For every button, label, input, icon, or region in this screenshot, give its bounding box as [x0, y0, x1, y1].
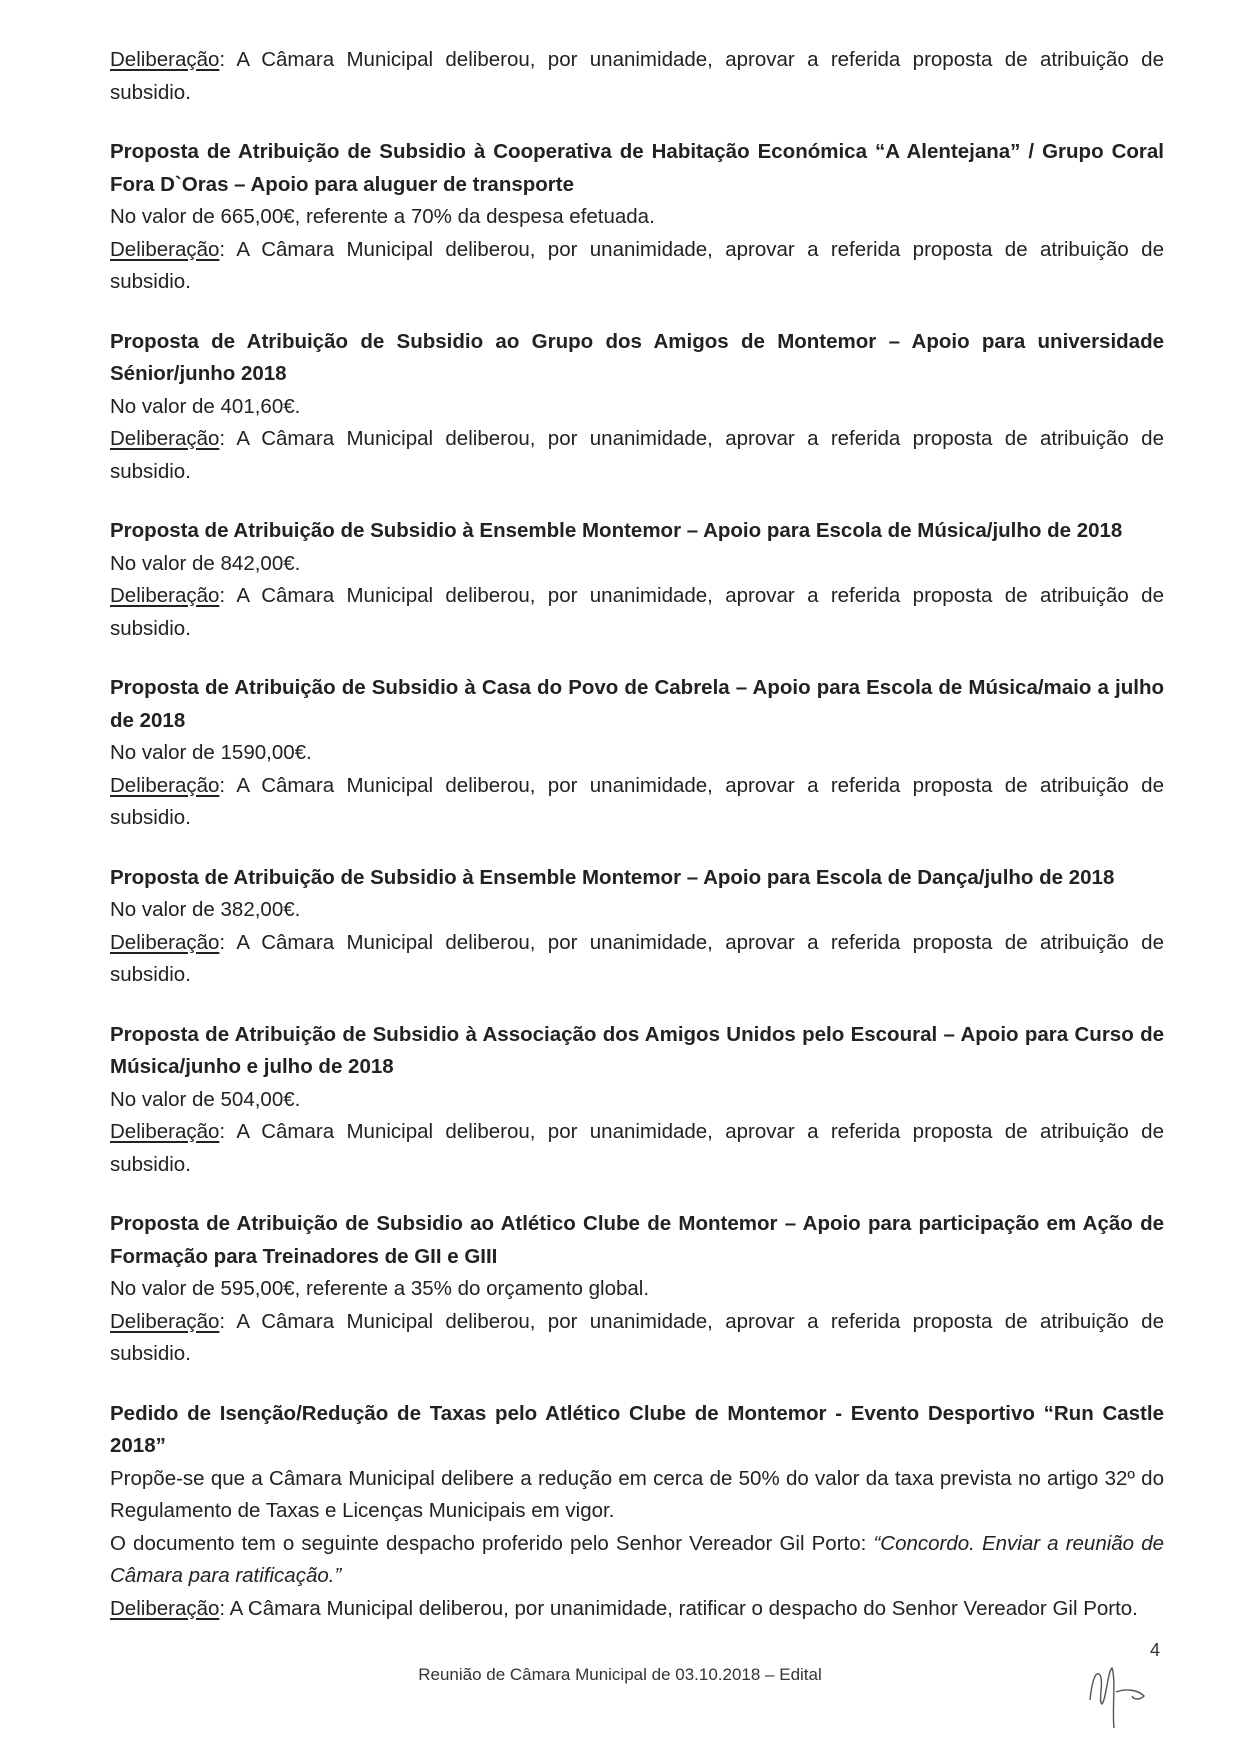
deliberation-label: Deliberação [110, 48, 220, 71]
deliberation-text: : A Câmara Municipal deliberou, por unanimidade, aprovar a referida proposta de atribuição de subsidio. [110, 930, 1164, 986]
deliberation-text: : A Câmara Municipal deliberou, por unanimidade, aprovar a referida proposta de atribuição de subsidio. [110, 427, 1164, 483]
deliberation-text: : A Câmara Municipal deliberou, por unanimidade, aprovar a referida proposta de atribuição de subsidio. [110, 48, 1164, 104]
proposal-title: Proposta de Atribuição de Subsidio à Ensemble Montemor – Apoio para Escola de Dança/julho de 2018 [110, 865, 1115, 889]
deliberation-label: Deliberação [110, 1309, 220, 1333]
proposal-title: Proposta de Atribuição de Subsidio à Associação dos Amigos Unidos pelo Escoural – Apoio para Curso de Música/junho e julho de 2018 [110, 1022, 1164, 1078]
fee-exemption-title: Pedido de Isenção/Redução de Taxas pelo Atlético Clube de Montemor - Evento Desportivo “Run Castle 2018” [110, 1401, 1164, 1457]
deliberation-label: Deliberação [110, 1120, 220, 1143]
document-body [110, 44, 1164, 1625]
deliberation-label: Deliberação [110, 237, 220, 261]
deliberation-text: : A Câmara Municipal deliberou, por unanimidade, aprovar a referida proposta de atribuição de subsidio. [110, 1120, 1164, 1176]
deliberation-text: : A Câmara Municipal deliberou, por unanimidade, aprovar a referida proposta de atribuição de subsidio. [110, 584, 1164, 640]
proposal-value: No valor de 842,00€. [110, 551, 301, 575]
despacho-paragraph [110, 1528, 1164, 1593]
page-number: 4 [1150, 1640, 1161, 1660]
deliberation-paragraph [110, 1593, 1164, 1626]
deliberation-label: Deliberação [110, 773, 220, 797]
proposal-title: Proposta de Atribuição de Subsidio ao Grupo dos Amigos de Montemor – Apoio para universidade Sénior/junho 2018 [110, 329, 1164, 385]
despacho-quote: “Concordo. Enviar a reunião de Câmara para ratificação.” [110, 1531, 1164, 1587]
proposal-block-6 [110, 1019, 1164, 1182]
fee-exemption-proposal: Propõe-se que a Câmara Municipal delibere a redução em cerca de 50% do valor da taxa prevista no artigo 32º do Regulamento de Taxas e Licenças Municipais em vigor. [110, 1466, 1164, 1522]
deliberation-text: : A Câmara Municipal deliberou, por unanimidade, aprovar a referida proposta de atribuição de subsidio. [110, 1309, 1164, 1365]
proposal-title: Proposta de Atribuição de Subsidio à Cooperativa de Habitação Económica “A Alentejana” / Grupo Coral Fora D`Oras – Apoio para aluguer de transporte [110, 140, 1164, 196]
proposal-block-3 [110, 515, 1164, 645]
proposal-block-4 [110, 672, 1164, 835]
deliberation-label: Deliberação [110, 427, 220, 450]
deliberation-label: Deliberação [110, 930, 220, 954]
proposal-title: Proposta de Atribuição de Subsidio ao Atlético Clube de Montemor – Apoio para participação em Ação de Formação para Treinadores de GII e GIII [110, 1212, 1164, 1268]
fee-exemption-block [110, 1398, 1164, 1626]
proposal-block-7 [110, 1208, 1164, 1371]
deliberation-paragraph [110, 770, 1164, 835]
deliberation-text: : A Câmara Municipal deliberou, por unanimidade, ratificar o despacho do Senhor Vereador Gil Porto. [219, 1596, 1138, 1620]
deliberation-paragraph [110, 927, 1164, 992]
proposal-title: Proposta de Atribuição de Subsidio à Ensemble Montemor – Apoio para Escola de Música/julho de 2018 [110, 519, 1123, 542]
proposal-title: Proposta de Atribuição de Subsidio à Casa do Povo de Cabrela – Apoio para Escola de Música/maio a julho de 2018 [110, 676, 1164, 732]
deliberation-paragraph [110, 1306, 1164, 1371]
deliberation-paragraph [110, 234, 1164, 299]
proposal-block-2 [110, 326, 1164, 489]
deliberation-label: Deliberação [110, 1596, 220, 1620]
deliberation-paragraph [110, 580, 1164, 645]
deliberation-text: : A Câmara Municipal deliberou, por unanimidade, aprovar a referida proposta de atribuição de subsidio. [110, 773, 1164, 829]
top-deliberation-block [110, 44, 1164, 109]
deliberation-paragraph [110, 1116, 1164, 1181]
proposal-value: No valor de 595,00€, referente a 35% do orçamento global. [110, 1277, 650, 1300]
deliberation-text: : A Câmara Municipal deliberou, por unanimidade, aprovar a referida proposta de atribuição de subsidio. [110, 237, 1164, 293]
page-footer: Reunião de Câmara Municipal de 03.10.2018 – Edital [418, 1665, 822, 1684]
proposal-value: No valor de 382,00€. [110, 898, 301, 921]
proposal-block-5 [110, 862, 1164, 992]
deliberation-label: Deliberação [110, 584, 220, 607]
proposal-value: No valor de 1590,00€. [110, 741, 312, 764]
deliberation-paragraph [110, 423, 1164, 488]
proposal-value: No valor de 401,60€. [110, 394, 301, 418]
proposal-value: No valor de 665,00€, referente a 70% da despesa efetuada. [110, 205, 655, 228]
proposal-block-1 [110, 136, 1164, 299]
despacho-intro: O documento tem o seguinte despacho proferido pelo Senhor Vereador Gil Porto: [110, 1531, 874, 1555]
proposal-value: No valor de 504,00€. [110, 1087, 301, 1111]
signature-initials-icon [1082, 1640, 1152, 1730]
deliberation-paragraph [110, 44, 1164, 109]
